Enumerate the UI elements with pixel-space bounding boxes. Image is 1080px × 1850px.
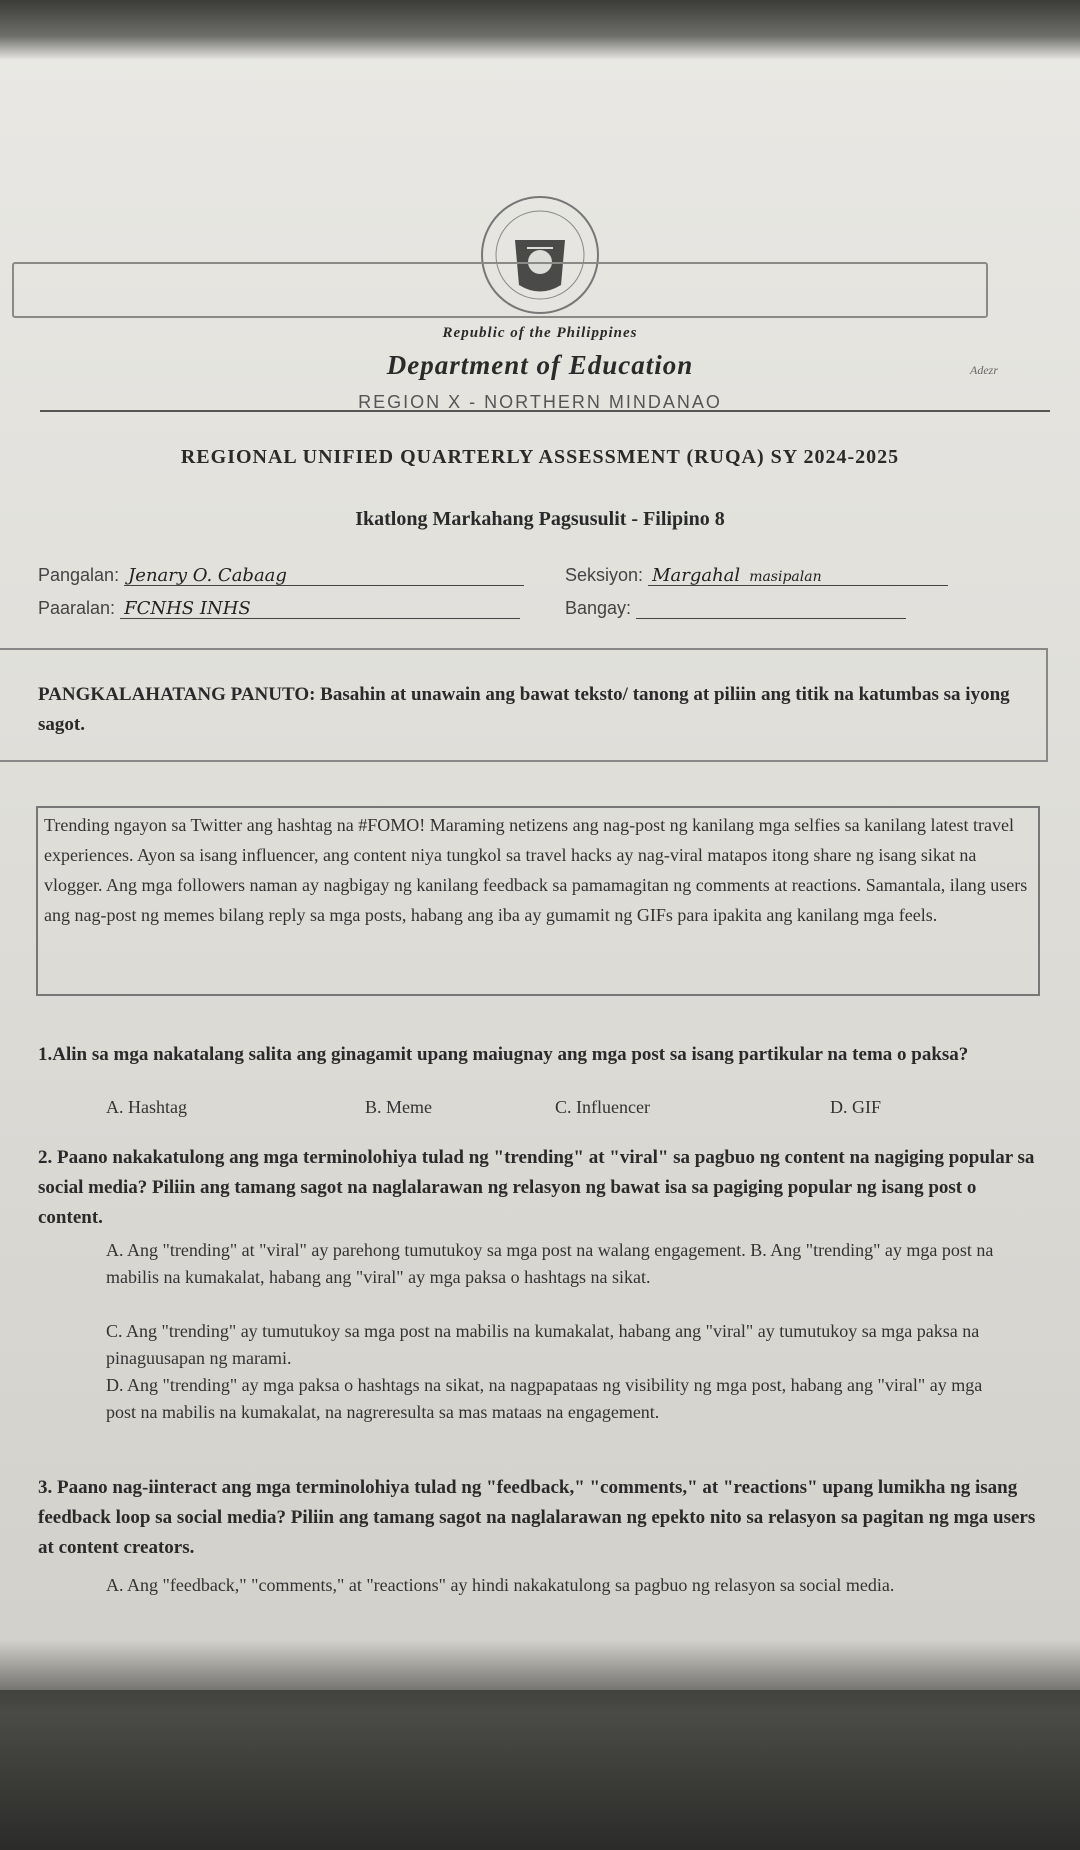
seksiyon-field bbox=[565, 565, 948, 586]
bangay-field bbox=[565, 598, 906, 619]
pangalan-line bbox=[124, 565, 524, 586]
region-label: REGION X - NORTHERN MINDANAO bbox=[358, 392, 722, 412]
seksiyon-value: Margahal bbox=[652, 565, 741, 586]
q1-option-a[interactable]: A. Hashtag bbox=[106, 1097, 187, 1117]
pangalan-label: Pangalan: bbox=[38, 565, 120, 585]
pangalan-field bbox=[38, 565, 524, 586]
pangalan-value: Jenary O. Cabaag bbox=[128, 565, 287, 586]
header-divider bbox=[40, 410, 1050, 412]
q2-option-a-b[interactable]: A. Ang "trending" at "viral" ay parehong tumutukoy sa mga post na walang engagement. B. Ang "trending" ay mga post na mabilis na kumakalat, habang ang "viral" ay mga paksa o hashtags na sikat. bbox=[106, 1240, 994, 1287]
question-1: 1.Alin sa mga nakatalang salita ang ginagamit upang maiugnay ang mga post sa isang partikular na tema o paksa? bbox=[38, 1044, 969, 1065]
handwritten-note: Adezr bbox=[970, 363, 998, 377]
paaralan-line bbox=[120, 598, 520, 619]
assessment-subtitle: Ikatlong Markahang Pagsusulit - Filipino 8 bbox=[355, 508, 725, 530]
background-shadow-bottom bbox=[0, 1640, 1080, 1850]
q1-option-b[interactable]: B. Meme bbox=[365, 1097, 432, 1117]
q2-option-c[interactable]: C. Ang "trending" ay tumutukoy sa mga post na mabilis na kumakalat, habang ang "viral" ay tumutukoy sa mga paksa na pinaguusapan ng marami. bbox=[106, 1321, 980, 1368]
seksiyon-line bbox=[648, 565, 948, 586]
seksiyon-note: masipalan bbox=[749, 569, 822, 585]
department-title: Department of Education bbox=[386, 350, 694, 380]
bangay-label: Bangay: bbox=[565, 598, 632, 618]
republic-label: Republic of the Philippines bbox=[442, 325, 638, 341]
reading-passage: Trending ngayon sa Twitter ang hashtag na #FOMO! Maraming netizens ang nag-post ng kanilang mga selfies sa kanilang latest travel experiences. Ayon sa isang influencer, ang content niya tungkol sa travel hacks ay nag-viral matapos itong share ng isang sikat na vlogger. Ang mga followers naman ay nagbigay ng kanilang feedback sa pamamagitan ng comments at reactions. Samantala, ilang users ang nag-post ng memes bilang reply sa mga posts, habang ang iba ay gumamit ng GIFs para ipakita ang kanilang mga feels. bbox=[44, 815, 1028, 925]
general-instructions: PANGKALAHATANG PANUTO: Basahin at unawain ang bawat teksto/ tanong at piliin ang titik na katumbas sa iyong sagot. bbox=[38, 684, 1010, 735]
paaralan-label: Paaralan: bbox=[38, 598, 116, 618]
seksiyon-label: Seksiyon: bbox=[565, 565, 644, 585]
q1-option-c[interactable]: C. Influencer bbox=[555, 1097, 650, 1117]
paaralan-field bbox=[38, 598, 520, 619]
q1-option-d[interactable]: D. GIF bbox=[830, 1097, 882, 1117]
assessment-title: REGIONAL UNIFIED QUARTERLY ASSESSMENT (RUQA) SY 2024-2025 bbox=[180, 446, 900, 468]
q2-option-d[interactable]: D. Ang "trending" ay mga paksa o hashtags na sikat, na nagpapataas ng visibility ng mga post, habang ang "viral" ay mga post na mabilis na kumakalat, na nagreresulta sa mas mataas na engagement. bbox=[106, 1375, 983, 1422]
question-2: 2. Paano nakakatulong ang mga terminolohiya tulad ng "trending" at "viral" sa pagbuo ng content na nagiging popular sa social media? Piliin ang tamang sagot na naglalarawan ng relasyon ng bawat isa sa pagiging popular ng isang post o content. bbox=[38, 1147, 1035, 1228]
header-bar bbox=[12, 262, 988, 318]
background-shadow-top bbox=[0, 0, 1080, 60]
q3-option-a[interactable]: A. Ang "feedback," "comments," at "reactions" ay hindi nakakatulong sa pagbuo ng relasyon sa social media. bbox=[106, 1575, 895, 1595]
paaralan-value: FCNHS INHS bbox=[124, 598, 251, 619]
question-3: 3. Paano nag-iinteract ang mga terminolohiya tulad ng "feedback," "comments," at "reactions" upang lumikha ng isang feedback loop sa social media? Piliin ang tamang sagot na naglalarawan ng epekto nito sa relasyon sa pagitan ng mga users at content creators. bbox=[38, 1477, 1036, 1558]
bangay-line bbox=[636, 598, 906, 619]
